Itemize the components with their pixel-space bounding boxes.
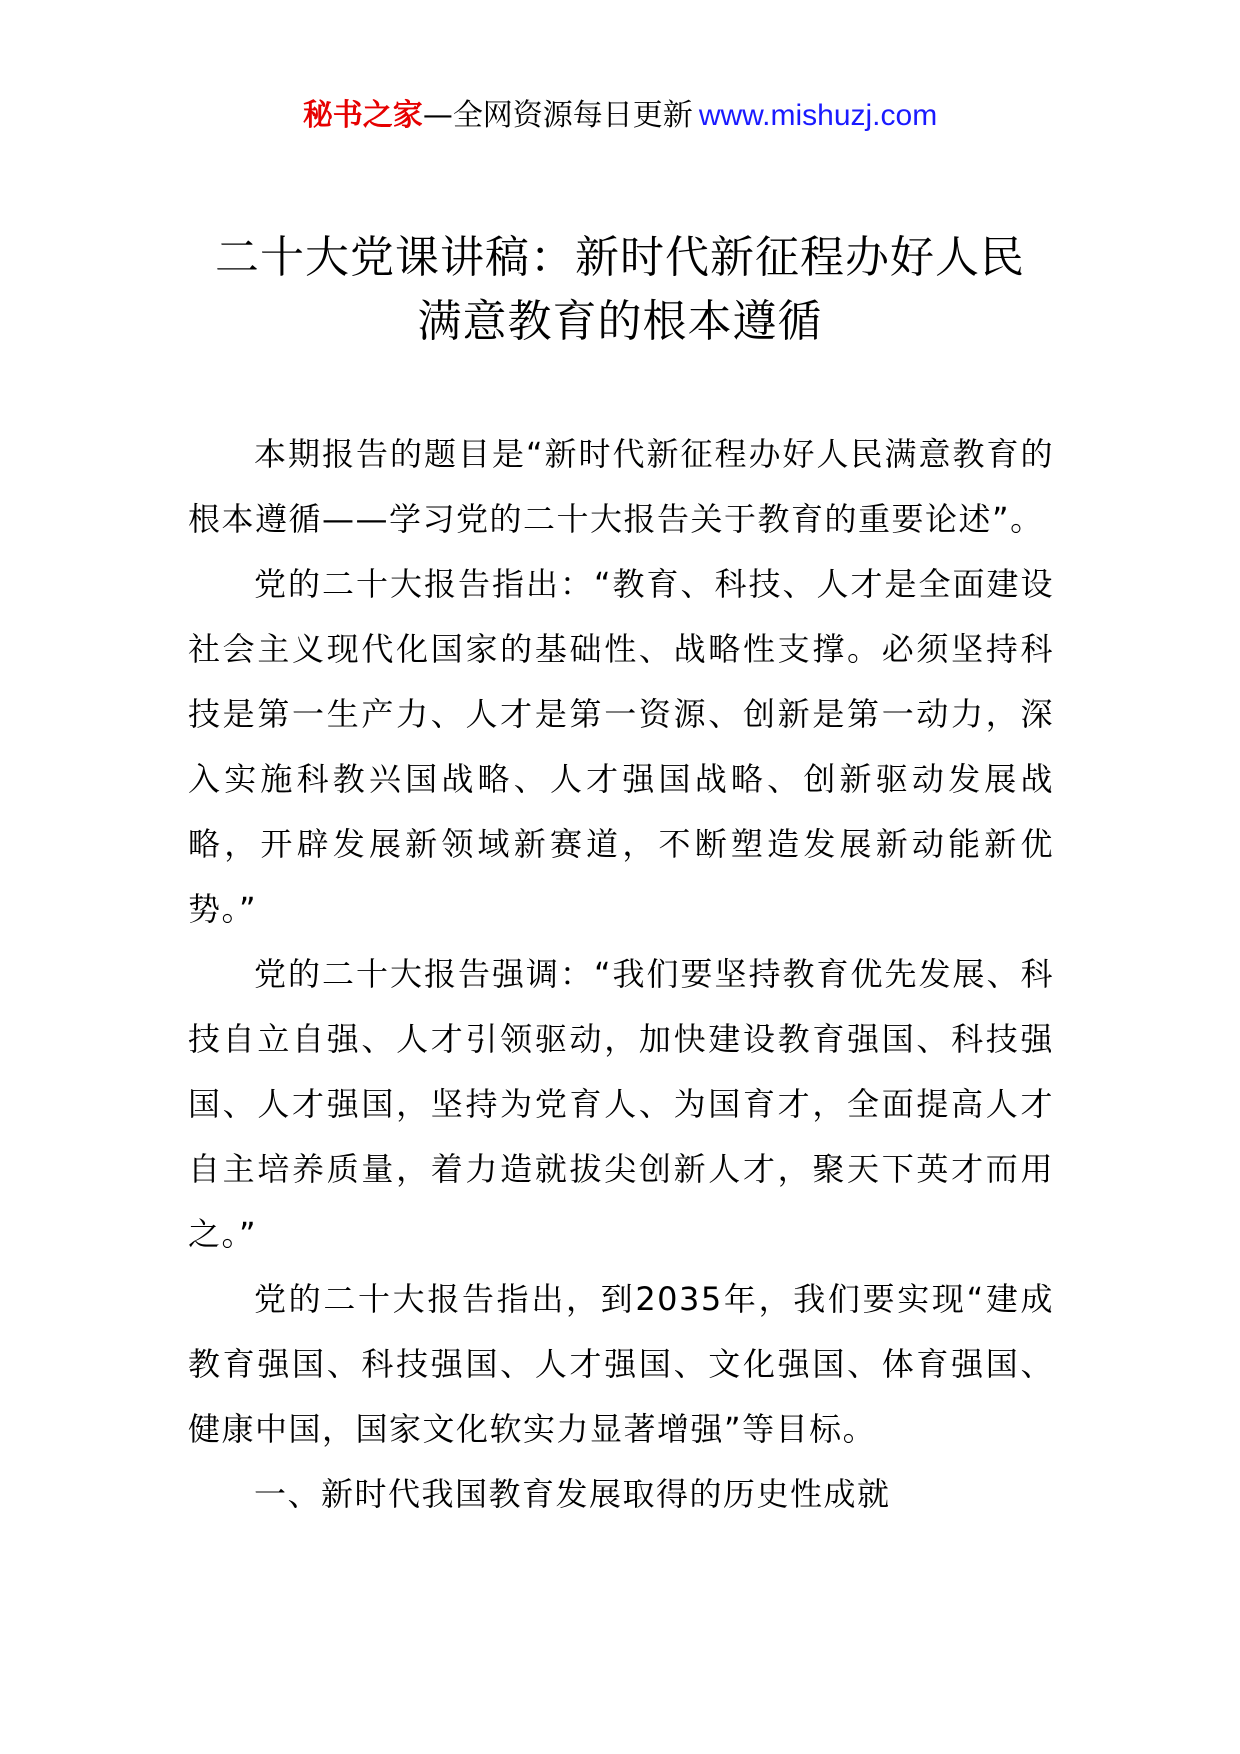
paragraph-3: 党的二十大报告强调：“我们要坚持教育优先发展、科技自立自强、人才引领驱动，加快建设教育强国、科技强国、人才强国，坚持为党育人、为国育才，全面提高人才自主培养质量，着力造就拔尖创新人才，聚天下英才而用之。” (188, 955, 1054, 1253)
brand-name: 秘书之家 (302, 98, 423, 133)
document-body (188, 422, 1054, 1527)
site-header (0, 96, 1240, 136)
document-title (150, 226, 1090, 354)
title-line-1: 二十大党课讲稿：新时代新征程办好人民 (215, 232, 1025, 283)
paragraph-2: 党的二十大报告指出：“教育、科技、人才是全面建设社会主义现代化国家的基础性、战略性支撑。必须坚持科技是第一生产力、人才是第一资源、创新是第一动力，深入实施科教兴国战略、人才强国战略、创新驱动发展战略，开辟发展新领域新赛道，不断塑造发展新动能新优势。” (188, 565, 1054, 928)
site-url[interactable]: www.mishuzj.com (698, 99, 938, 132)
paragraph-1: 本期报告的题目是“新时代新征程办好人民满意教育的根本遵循——学习党的二十大报告关于教育的重要论述”。 (188, 435, 1054, 538)
paragraph-4: 党的二十大报告指出，到2035年，我们要实现“建成教育强国、科技强国、人才强国、文化强国、体育强国、健康中国，国家文化软实力显著增强”等目标。 (188, 1280, 1054, 1448)
title-line-2: 满意教育的根本遵循 (417, 296, 823, 347)
site-tagline: —全网资源每日更新 (422, 98, 693, 133)
section-heading: 一、新时代我国教育发展取得的历史性成就 (254, 1475, 891, 1513)
